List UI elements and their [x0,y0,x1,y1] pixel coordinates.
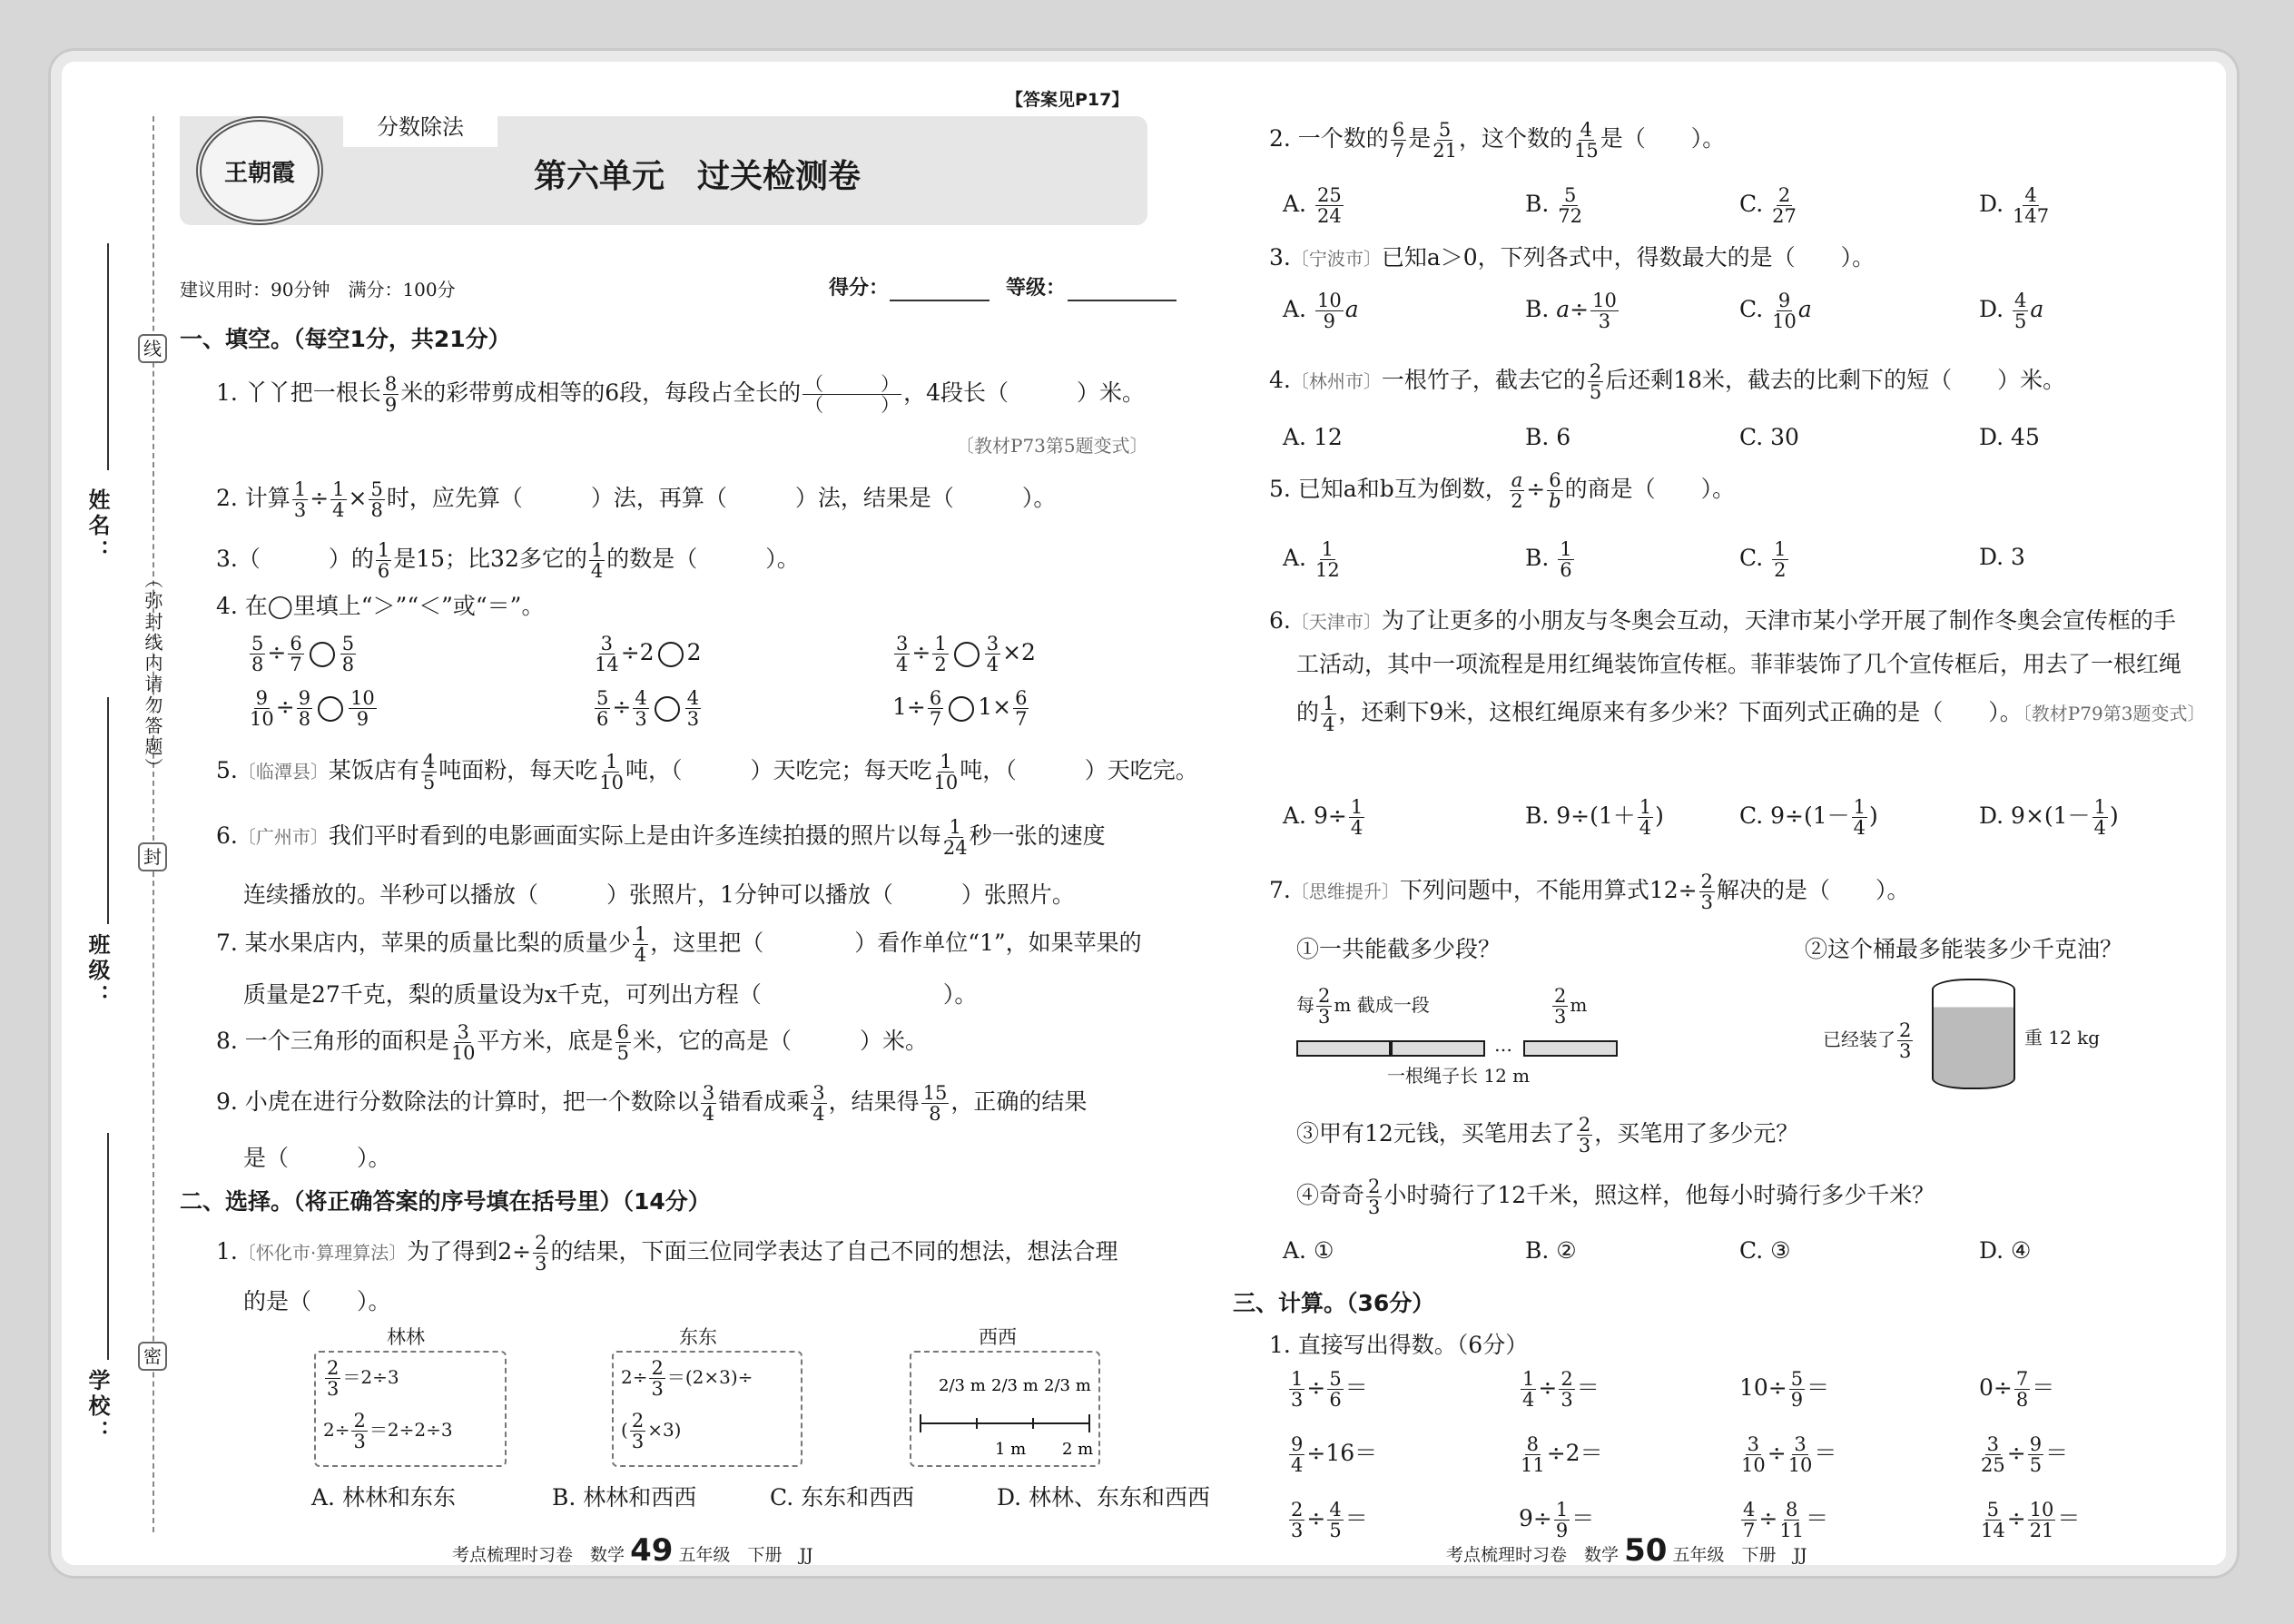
c4-option-b[interactable]: B. 6 [1525,424,1571,450]
school-field[interactable] [107,1133,109,1360]
mi-mark: 密 [138,1342,167,1371]
xixi-name: 西西 [979,1326,1017,1348]
c1-option-d[interactable]: D. 林林、东东和西西 [997,1484,1211,1511]
c1-option-a[interactable]: A. 林林和东东 [311,1484,456,1511]
q1: 1. 丫丫把一根长 $\frac{8}{9}$ 米的彩带剪成相等的6段，每段占全长的 （ ） （ ） ，4段长（ ）米。 [216,373,1146,417]
c2: 2. 一个数的 $\frac{6}{7}$ 是 $\frac{5}{21}$ ，这个数的 $\frac{4}{15}$ 是（ ）。 [1269,119,1726,162]
bucket-diagram: 已经装了 $\frac{2}{3}$ 重 12 kg [1823,969,2132,1097]
c7-problem-3: ③甲有12元钱，买笔用去了 $\frac{2}{3}$ ，买笔用了多少元？ [1296,1114,1799,1157]
c6-line2: 工活动，其中一项流程是用红绳装饰宣传框。菲菲装饰了几个宣传框后，用去了一根红绳 [1296,651,2182,677]
svg-text:1 m: 1 m [995,1440,1027,1459]
compare-circle[interactable] [949,696,974,722]
q7: 7. 某水果店内，苹果的质量比梨的质量少 $\frac{1}{4}$ ，这里把（ ）看作单位“1”，如果苹果的 [216,923,1142,967]
score-field[interactable] [890,300,989,301]
c1-line2: 的是（ ）。 [243,1288,391,1314]
name-field[interactable] [107,243,109,470]
c4-option-c[interactable]: C. 30 [1739,424,1799,450]
calc-2: $\frac{1}{4}$ ÷ $\frac{2}{3}$ ＝ [1522,1368,1600,1412]
rope-diagram: 每 $\frac{2}{3}$ m 截成一段 $\frac{2}{3}$ m … 一根绳子长 12 m [1296,979,1641,1088]
q7-line2: 质量是27千克，梨的质量设为x千克，可列出方程（ ）。 [243,981,978,1008]
calc-8: $\frac{3}{25}$ ÷ $\frac{9}{5}$ ＝ [1981,1433,2069,1477]
calc-6: $\frac{8}{11}$ ÷2＝ [1521,1433,1603,1477]
q6: 6.〔广州市〕我们平时看到的电影画面实际上是由许多连续拍摄的照片以每 $\frac{1}{24}$ 秒一张的速度 [216,816,1106,860]
q9: 9. 小虎在进行分数除法的计算时，把一个数除以 $\frac{3}{4}$ 错看成乘 $\frac{3}{4}$ ，结果得 $\frac{15}{8}$ ，正确的结果 [216,1082,1088,1126]
linlin-name: 林林 [387,1326,425,1348]
c3-option-c[interactable]: C. $\frac{9}{10}$ a [1739,290,1812,333]
c4-option-a[interactable]: A. 12 [1283,424,1343,450]
c6-option-b[interactable]: B. 9÷(1＋ $\frac{1}{4}$ ) [1525,796,1664,840]
c3-option-a[interactable]: A. $\frac{10}{9}$ a [1283,290,1359,333]
q5: 5.〔临潭县〕某饭店有 $\frac{4}{5}$ 吨面粉，每天吃 $\frac{1}{10}$ 吨，（ ）天吃完；每天吃 $\frac{1}{10}$ 吨，（ ）天吃完。 [216,751,1198,794]
xixi-box [910,1351,1100,1467]
footer-left: 考点梳理时习卷 数学 49 五年级 下册 JJ [452,1532,813,1569]
c7-problem-1: ①一共能截多少段？ [1296,936,1501,962]
q9-line2: 是（ ）。 [243,1145,391,1171]
c6-line3: 的 $\frac{1}{4}$ ，还剩下9米，这根红绳原来有多少米？下面列式正确的是（ ）。〔教材P79第3题变式〕 [1296,693,2206,736]
c1-option-b[interactable]: B. 林林和西西 [552,1484,697,1511]
c5-option-c[interactable]: C. $\frac{1}{2}$ [1739,538,1787,582]
q4-item-4: $\frac{9}{10}$ ÷ $\frac{9}{8}$ $\frac{10}{9}$ [250,687,375,731]
q8: 8. 一个三角形的面积是 $\frac{3}{10}$ 平方米，底是 $\frac{6}{5}$ 米，它的高是（ ）米。 [216,1021,928,1065]
name-label: 姓名： [84,488,110,565]
dongdong-box: 2÷ $\frac{2}{3}$ ＝(2×3)÷ ( $\frac{2}{3}$ ×3) [612,1351,802,1467]
section-1-title: 一、填空。（每空1分，共21分） [180,326,511,352]
c2-option-a[interactable]: A. $\frac{25}{24}$ [1283,184,1342,228]
xian-mark: 线 [138,334,167,363]
class-field[interactable] [107,697,109,924]
compare-circle[interactable] [954,642,980,667]
svg-text:2/3 m: 2/3 m [939,1376,986,1395]
c6-option-a[interactable]: A. 9÷ $\frac{1}{4}$ [1283,796,1364,840]
c5-option-a[interactable]: A. $\frac{1}{12}$ [1283,538,1340,582]
q6-line2: 连续播放的。半秒可以播放（ ）张照片，1分钟可以播放（ ）张照片。 [243,881,1075,908]
compare-circle[interactable] [310,642,335,667]
q1-blank[interactable]: （ ） （ ） [804,373,901,417]
c3-option-b[interactable]: B. a÷ $\frac{10}{3}$ [1525,290,1617,333]
compare-circle[interactable] [655,696,680,722]
calc-7: $\frac{3}{10}$ ÷ $\frac{3}{10}$ ＝ [1741,1433,1837,1477]
grade-label: 等级： [1006,277,1067,300]
calc-3: 10÷ $\frac{5}{9}$ ＝ [1739,1368,1830,1412]
section-2-title: 二、选择。（将正确答案的序号填在括号里）（14分） [180,1188,711,1215]
q1-source: 〔教材P73第5题变式〕 [956,435,1148,457]
section-3-title: 三、计算。（36分） [1233,1290,1435,1316]
svg-text:2/3 m: 2/3 m [1044,1376,1091,1395]
c1: 1.〔怀化市·算理算法〕为了得到2÷ $\frac{2}{3}$ 的结果，下面三位同学表达了自己不同的想法，想法合理 [216,1232,1118,1275]
q4-item-6: 1÷ $\frac{6}{7}$ 1× $\frac{6}{7}$ [892,687,1028,731]
c5-option-b[interactable]: B. $\frac{1}{6}$ [1525,538,1572,582]
c7-option-a[interactable]: A. ① [1283,1237,1334,1264]
calc-11: $\frac{4}{7}$ ÷ $\frac{8}{11}$ ＝ [1743,1499,1829,1542]
answer-ref: 【答案见P17】 [1006,90,1129,110]
q4-item-5: $\frac{5}{6}$ ÷ $\frac{4}{3}$ $\frac{4}{3}$ [596,687,700,731]
paper-sheet [51,51,2237,1576]
c5: 5. 已知a和b互为倒数， $\frac{a}{2}$ ÷ $\frac{6}{b}$ 的商是（ ）。 [1269,469,1736,513]
q3: 3.（ ）的 $\frac{1}{6}$ 是15；比32多它的 $\frac{1}{4}$ 的数是（ ）。 [216,539,800,583]
number-line [911,1353,1098,1465]
linlin-box: $\frac{2}{3}$ ＝2÷3 2÷ $\frac{2}{3}$ ＝2÷2÷3 [314,1351,507,1467]
q4-item-1: $\frac{5}{8}$ ÷ $\frac{6}{7}$ $\frac{5}{8}$ [251,633,355,676]
q4: 4. 在◯里填上“＞”“＜”或“＝”。 [216,593,545,619]
c7-option-b[interactable]: B. ② [1525,1237,1577,1264]
logo-text: 王朝霞 [223,159,295,187]
c7: 7.〔思维提升〕下列问题中，不能用算式12÷ $\frac{2}{3}$ 解决的是（ ）。 [1269,871,1910,914]
c7-problem-4: ④奇奇 $\frac{2}{3}$ 小时骑行了12千米，照这样，他每小时骑行多少千米？ [1296,1176,1935,1219]
c3-option-d[interactable]: D. $\frac{4}{5}$ a [1979,290,2044,333]
calc-12: $\frac{5}{14}$ ÷ $\frac{10}{21}$ ＝ [1981,1499,2081,1542]
c6-option-c[interactable]: C. 9÷(1－ $\frac{1}{4}$ ) [1739,796,1878,840]
c7-option-c[interactable]: C. ③ [1739,1237,1791,1264]
c2-option-b[interactable]: B. $\frac{5}{72}$ [1525,184,1582,228]
c4-option-d[interactable]: D. 45 [1979,424,2040,450]
c6: 6.〔天津市〕为了让更多的小朋友与冬奥会互动，天津市某小学开展了制作冬奥会宣传框的手 [1269,607,2176,634]
grade-field[interactable] [1068,300,1177,301]
c6-option-d[interactable]: D. 9×(1－ $\frac{1}{4}$ ) [1979,796,2119,840]
k1: 1. 直接写出得数。（6分） [1269,1332,1529,1358]
calc-4: 0÷ $\frac{7}{8}$ ＝ [1979,1368,2055,1412]
c2-option-c[interactable]: C. $\frac{2}{27}$ [1739,184,1797,228]
binding-line [153,116,154,1532]
c5-option-d[interactable]: D. 3 [1979,544,2025,570]
calc-9: $\frac{2}{3}$ ÷ $\frac{4}{5}$ ＝ [1291,1499,1368,1542]
c7-option-d[interactable]: D. ④ [1979,1237,2032,1264]
svg-text:2 m: 2 m [1062,1440,1094,1459]
page-title: 第六单元 过关检测卷 [534,158,861,195]
calc-10: 9÷ $\frac{1}{9}$ ＝ [1519,1499,1595,1542]
topic-tab: 分数除法 [343,107,497,147]
dongdong-name: 东东 [679,1326,717,1348]
notice-text: （弥封线内请勿答题） [142,570,163,779]
logo-seal [196,116,323,225]
q4-item-3: $\frac{3}{4}$ ÷ $\frac{1}{2}$ $\frac{3}{4}$ ×2 [896,633,1036,676]
calc-1: $\frac{1}{3}$ ÷ $\frac{5}{6}$ ＝ [1291,1368,1368,1412]
class-label: 班级： [84,933,110,1009]
c4: 4.〔林州市〕一根竹子，截去它的 $\frac{2}{5}$ 后还剩18米，截去的比剩下的短（ ）米。 [1269,360,2066,404]
c3: 3.〔宁波市〕已知a＞0，下列各式中，得数最大的是（ ）。 [1269,244,1876,271]
school-label: 学校： [84,1369,110,1445]
c7-problem-2: ②这个桶最多能装多少千克油？ [1805,936,2123,962]
time-info: 建议用时：90分钟 满分：100分 [180,279,456,300]
feng-mark: 封 [138,842,167,871]
q2: 2. 计算 $\frac{1}{3}$ ÷ $\frac{1}{4}$ × $\frac{5}{8}$ 时，应先算（ ）法，再算（ ）法，结果是（ ）。 [216,478,1057,522]
calc-5: $\frac{9}{4}$ ÷16＝ [1291,1433,1378,1477]
compare-circle[interactable] [658,642,684,667]
score-label: 得分： [829,277,890,300]
compare-circle[interactable] [318,696,343,722]
q4-item-2: $\frac{3}{14}$ ÷2 2 [595,633,702,676]
c2-option-d[interactable]: D. $\frac{4}{147}$ [1979,184,2050,228]
svg-text:2/3 m: 2/3 m [991,1376,1039,1395]
c1-option-c[interactable]: C. 东东和西西 [770,1484,915,1511]
footer-right: 考点梳理时习卷 数学 50 五年级 下册 JJ [1446,1532,1807,1569]
